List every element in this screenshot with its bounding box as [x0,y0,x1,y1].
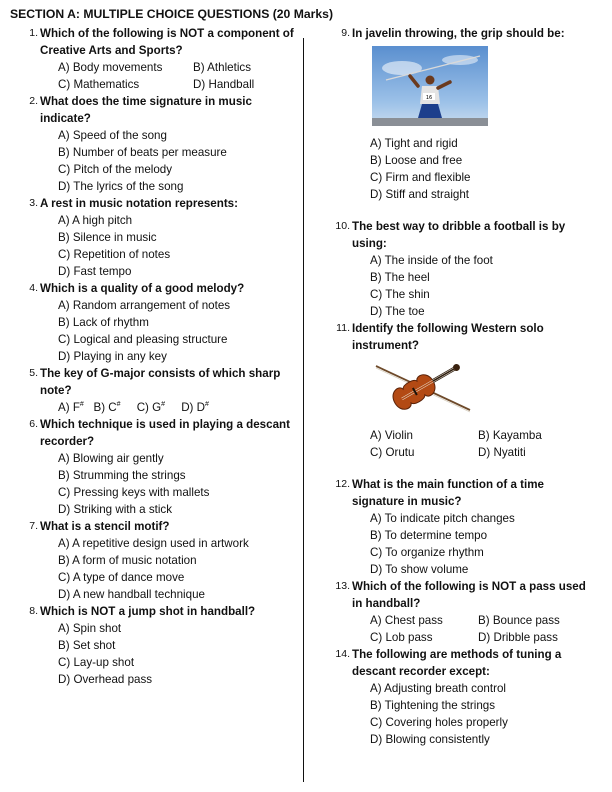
question-6 [18,416,296,518]
option-d: D) Stiff and straight [370,188,470,201]
option-d: D) A new handball technique [58,588,205,601]
question-text: The key of G-major consists of which sharp note? [40,367,281,397]
option-b: B) Set shot [58,639,116,652]
question-text: Which of the following is NOT a component of Creative Arts and Sports? [40,27,294,57]
question-text: A rest in music notation represents: [40,197,238,210]
question-text: Which is NOT a jump shot in handball? [40,605,256,618]
question-9 [330,25,595,203]
question-number: 4. [29,282,38,294]
question-number: 12. [335,478,350,490]
question-text: Which technique is used in playing a descant recorder? [40,418,290,448]
question-number: 7. [29,520,38,532]
question-3 [18,195,296,280]
options-row [40,399,296,416]
question-number: 3. [29,197,38,209]
left-column [18,25,296,688]
question-number: 9. [341,27,350,39]
question-2 [18,93,296,195]
question-text: Identify the following Western solo instrument? [352,322,544,352]
question-4 [18,280,296,365]
option-c: C) Logical and pleasing structure [58,333,228,346]
option-a: A) Spin shot [58,622,122,635]
options-row [352,629,595,646]
question-7 [18,518,296,603]
option-c: C) Mathematics [58,78,140,91]
option-d: D) Fast tempo [58,265,132,278]
question-12 [330,476,595,578]
svg-text:16: 16 [425,95,433,101]
question-number: 10. [335,220,350,232]
option-b: B) Athletics [193,61,251,74]
option-d: D) Overhead pass [58,673,153,686]
question-1 [18,25,296,93]
violin-icon [370,358,595,423]
option-d: D) To show volume [370,563,469,576]
option-a: A) Tight and rigid [370,137,458,150]
question-number: 11. [336,322,350,334]
option-d: D) The lyrics of the song [58,180,184,193]
option-c: C) Covering holes properly [370,716,508,729]
question-text: What is the main function of a time signature in music? [352,478,544,508]
option-a: A) Blowing air gently [58,452,164,465]
option-a: A) A repetitive design used in artwork [58,537,249,550]
option-b: B) Silence in music [58,231,157,244]
question-14 [330,646,595,748]
javelin-thrower-icon [372,46,595,131]
question-text: What does the time signature in music indicate? [40,95,252,125]
right-column [330,25,595,748]
question-5 [18,365,296,416]
option-b: B) A form of music notation [58,554,197,567]
option-c: C) Lob pass [370,631,433,644]
option-d: D) Handball [193,78,255,91]
option-d: D) Dribble pass [478,631,558,644]
option-b: B) Kayamba [478,429,542,442]
options-row [352,612,595,629]
option-b: B) Bounce pass [478,614,560,627]
option-d: D) Striking with a stick [58,503,173,516]
question-number: 2. [29,95,38,107]
option-c: C) Firm and flexible [370,171,471,184]
question-number: 6. [29,418,38,430]
option-b: B) C# [93,401,121,414]
question-13 [330,578,595,646]
question-10 [330,218,595,320]
option-b: B) The heel [370,271,430,284]
question-text: The following are methods of tuning a descant recorder except: [352,648,562,678]
options-row [352,444,595,461]
option-a: A) To indicate pitch changes [370,512,515,525]
option-b: B) Lack of rhythm [58,316,149,329]
option-b: B) Loose and free [370,154,463,167]
question-text: The best way to dribble a football is by using: [352,220,566,250]
options-row [40,76,296,93]
question-number: 5. [29,367,38,379]
option-c: C) To organize rhythm [370,546,484,559]
option-b: B) Tightening the strings [370,699,496,712]
option-d: D) D# [181,401,209,414]
option-b: B) To determine tempo [370,529,488,542]
question-number: 1. [29,27,38,39]
options-row [40,59,296,76]
option-a: A) Speed of the song [58,129,167,142]
question-text: Which is a quality of a good melody? [40,282,245,295]
option-a: A) Violin [370,429,413,442]
option-d: D) Playing in any key [58,350,167,363]
option-a: A) The inside of the foot [370,254,493,267]
section-title: SECTION A: MULTIPLE CHOICE QUESTIONS (20 Marks) [10,7,334,21]
option-b: B) Number of beats per measure [58,146,227,159]
option-c: C) Pitch of the melody [58,163,173,176]
option-c: C) The shin [370,288,430,301]
option-a: A) Body movements [58,61,163,74]
question-8 [18,603,296,688]
question-text: What is a stencil motif? [40,520,170,533]
column-divider [303,38,304,782]
option-c: C) Repetition of notes [58,248,171,261]
option-c: C) Lay-up shot [58,656,135,669]
question-number: 8. [29,605,38,617]
option-b: B) Strumming the strings [58,469,186,482]
option-a: A) Chest pass [370,614,443,627]
options-row [352,427,595,444]
option-d: D) Nyatiti [478,446,526,459]
question-text: In javelin throwing, the grip should be: [352,27,565,40]
question-text: Which of the following is NOT a pass used in handball? [352,580,586,610]
option-c: C) Orutu [370,446,415,459]
option-a: A) Adjusting breath control [370,682,506,695]
question-number: 13. [335,580,350,592]
option-c: C) A type of dance move [58,571,185,584]
option-d: D) Blowing consistently [370,733,490,746]
option-d: D) The toe [370,305,425,318]
option-c: C) G# [136,401,166,414]
question-11 [330,320,595,461]
option-a: A) A high pitch [58,214,133,227]
option-a: A) F# [58,401,84,414]
question-number: 14. [335,648,350,660]
option-a: A) Random arrangement of notes [58,299,231,312]
option-c: C) Pressing keys with mallets [58,486,210,499]
